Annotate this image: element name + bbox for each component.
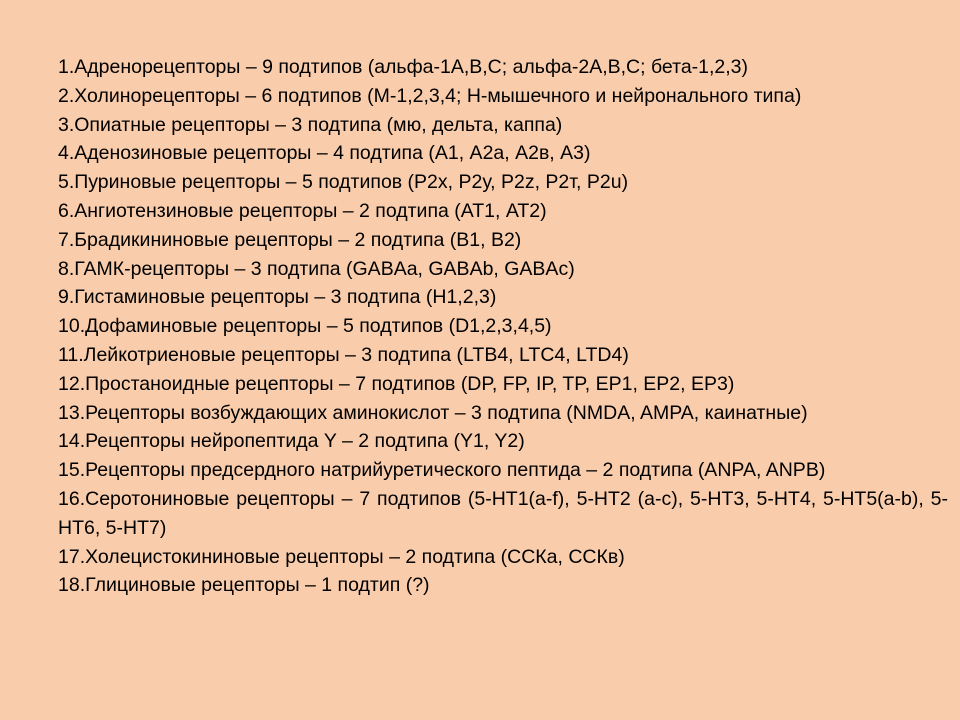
- list-item: 18.Глициновые рецепторы – 1 подтип (?): [58, 574, 430, 597]
- list-item: 5.Пуриновые рецепторы – 5 подтипов (Р2х, Р2у, Р2z, Р2т, Р2u): [58, 171, 629, 194]
- list-item: 14.Рецепторы нейропептида Y – 2 подтипа (Y1, Y2): [58, 430, 525, 453]
- list-item: 7.Брадикининовые рецепторы – 2 подтипа (В1, В2): [58, 228, 522, 251]
- list-item: 15.Рецепторы предсердного натрийуретического пептида – 2 подтипа (ANPA, ANPB): [58, 459, 826, 482]
- list-item: 6.Ангиотензиновые рецепторы – 2 подтипа (АТ1, АТ2): [58, 199, 547, 222]
- list-item: 1.Адренорецепторы – 9 подтипов (альфа-1А,В,С; альфа-2А,В,С; бета-1,2,3): [58, 56, 749, 78]
- list-item: 9.Гистаминовые рецепторы – 3 подтипа (Н1,2,3): [58, 286, 497, 309]
- list-item: 2.Холинорецепторы – 6 подтипов (М-1,2,3,4; Н-мышечного и нейронального типа): [58, 84, 802, 107]
- list-item: 16.Серотониновые рецепторы – 7 подтипов (5-НТ1(a-f), 5-HT2 (a-c), 5-HT3, 5-HT4, 5-HT5(a-b), 5-HT6, 5-HT7): [58, 487, 948, 539]
- receptor-list: [58, 53, 948, 600]
- list-item: 4.Аденозиновые рецепторы – 4 подтипа (А1, А2а, А2в, А3): [58, 142, 591, 165]
- list-item: 12.Простаноидные рецепторы – 7 подтипов (DP, FP, IP, TP, EP1, EP2, EP3): [58, 372, 735, 395]
- list-item: 10.Дофаминовые рецепторы – 5 подтипов (D1,2,3,4,5): [58, 315, 552, 338]
- list-item: 11.Лейкотриеновые рецепторы – 3 подтипа (LTB4, LTC4, LTD4): [58, 343, 629, 366]
- list-item: 3.Опиатные рецепторы – 3 подтипа (мю, дельта, каппа): [58, 113, 563, 136]
- list-item: 13.Рецепторы возбуждающих аминокислот – 3 подтипа (NMDA, AMPA, каинатные): [58, 401, 808, 424]
- list-item: 17.Холецистокининовые рецепторы – 2 подтипа (ССКа, ССКв): [58, 545, 625, 568]
- list-item: 8.ГАМК-рецепторы – 3 подтипа (GABAa, GABAb, GABAc): [58, 257, 575, 280]
